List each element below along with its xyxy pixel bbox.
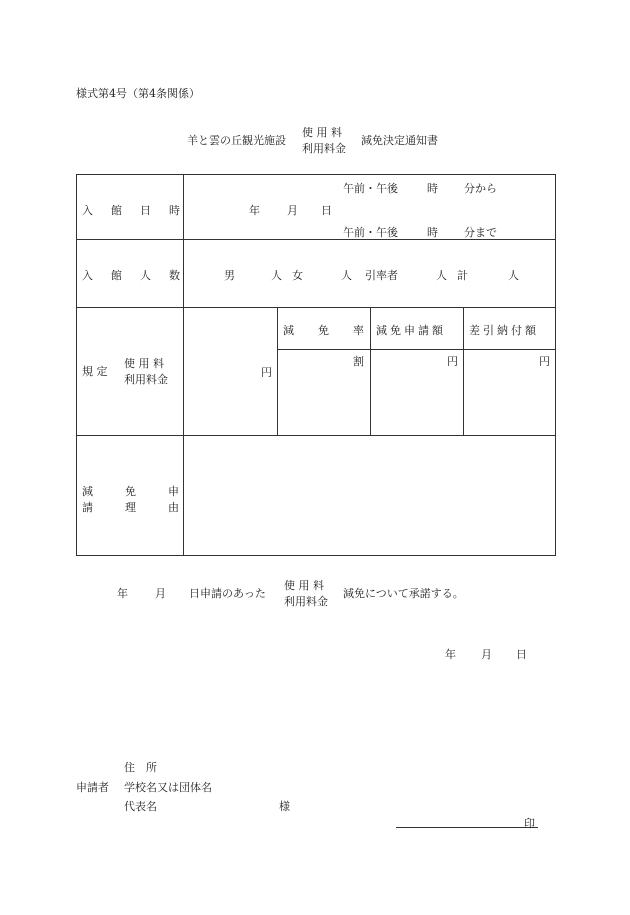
leader-label: 引率者 (365, 269, 398, 282)
form-number: 様式第4号（第4条関係） (76, 87, 200, 100)
applicant-label: 申請者 (76, 781, 109, 794)
representative-label: 代表名 (124, 800, 157, 813)
rate-unit: 割 (353, 355, 364, 368)
fee-yen-unit: 円 (261, 366, 272, 379)
leader-unit: 人 (436, 269, 447, 282)
total-unit: 人 (508, 269, 519, 282)
payment-yen-unit: 円 (539, 355, 550, 368)
title-fee-bottom: 利用料金 (302, 142, 346, 155)
hour-to: 時 (427, 226, 438, 239)
male-label: 男 (224, 269, 235, 282)
visit-month: 月 (287, 204, 298, 217)
female-unit: 人 (341, 269, 352, 282)
female-label: 女 (292, 269, 303, 282)
approval-fee-bottom: 利用料金 (284, 595, 328, 608)
organization-label: 学校名又は団体名 (124, 781, 212, 794)
minute-to: 分まで (464, 226, 497, 239)
seal-underline (396, 827, 538, 828)
seal-mark: 印 (524, 817, 535, 830)
title-suffix: 減免決定通知書 (361, 134, 438, 147)
issue-day: 日 (516, 648, 527, 661)
reduction-yen-unit: 円 (447, 355, 458, 368)
approval-month: 月 (155, 587, 166, 600)
address-label: 住 所 (124, 761, 157, 774)
fee-regulation-label: 規 定 (82, 365, 108, 378)
am-pm-to: 午前・午後 (343, 226, 398, 239)
fee-label-top: 使 用 料 (124, 357, 164, 370)
reduction-amount-header: 減免申請額 (376, 324, 446, 337)
fee-label-bottom: 利用料金 (124, 373, 168, 386)
approval-fee-top: 使 用 料 (284, 579, 324, 592)
minute-from: 分から (464, 182, 497, 195)
hour-from: 時 (427, 182, 438, 195)
visit-day: 日 (321, 204, 332, 217)
title-fee-top: 使 用 料 (302, 126, 342, 139)
honorific-sama: 様 (279, 800, 290, 813)
title-prefix: 羊と雲の丘観光施設 (187, 134, 286, 147)
male-unit: 人 (271, 269, 282, 282)
am-pm-from: 午前・午後 (343, 182, 398, 195)
approval-text-a: 日申請のあった (189, 587, 266, 600)
total-label: 計 (457, 269, 468, 282)
approval-year: 年 (117, 587, 128, 600)
issue-month: 月 (481, 648, 492, 661)
visit-year: 年 (249, 204, 260, 217)
payment-amount-header: 差引納付額 (469, 324, 539, 337)
approval-text-b: 減免について承諾する。 (343, 587, 464, 600)
issue-year: 年 (445, 648, 456, 661)
